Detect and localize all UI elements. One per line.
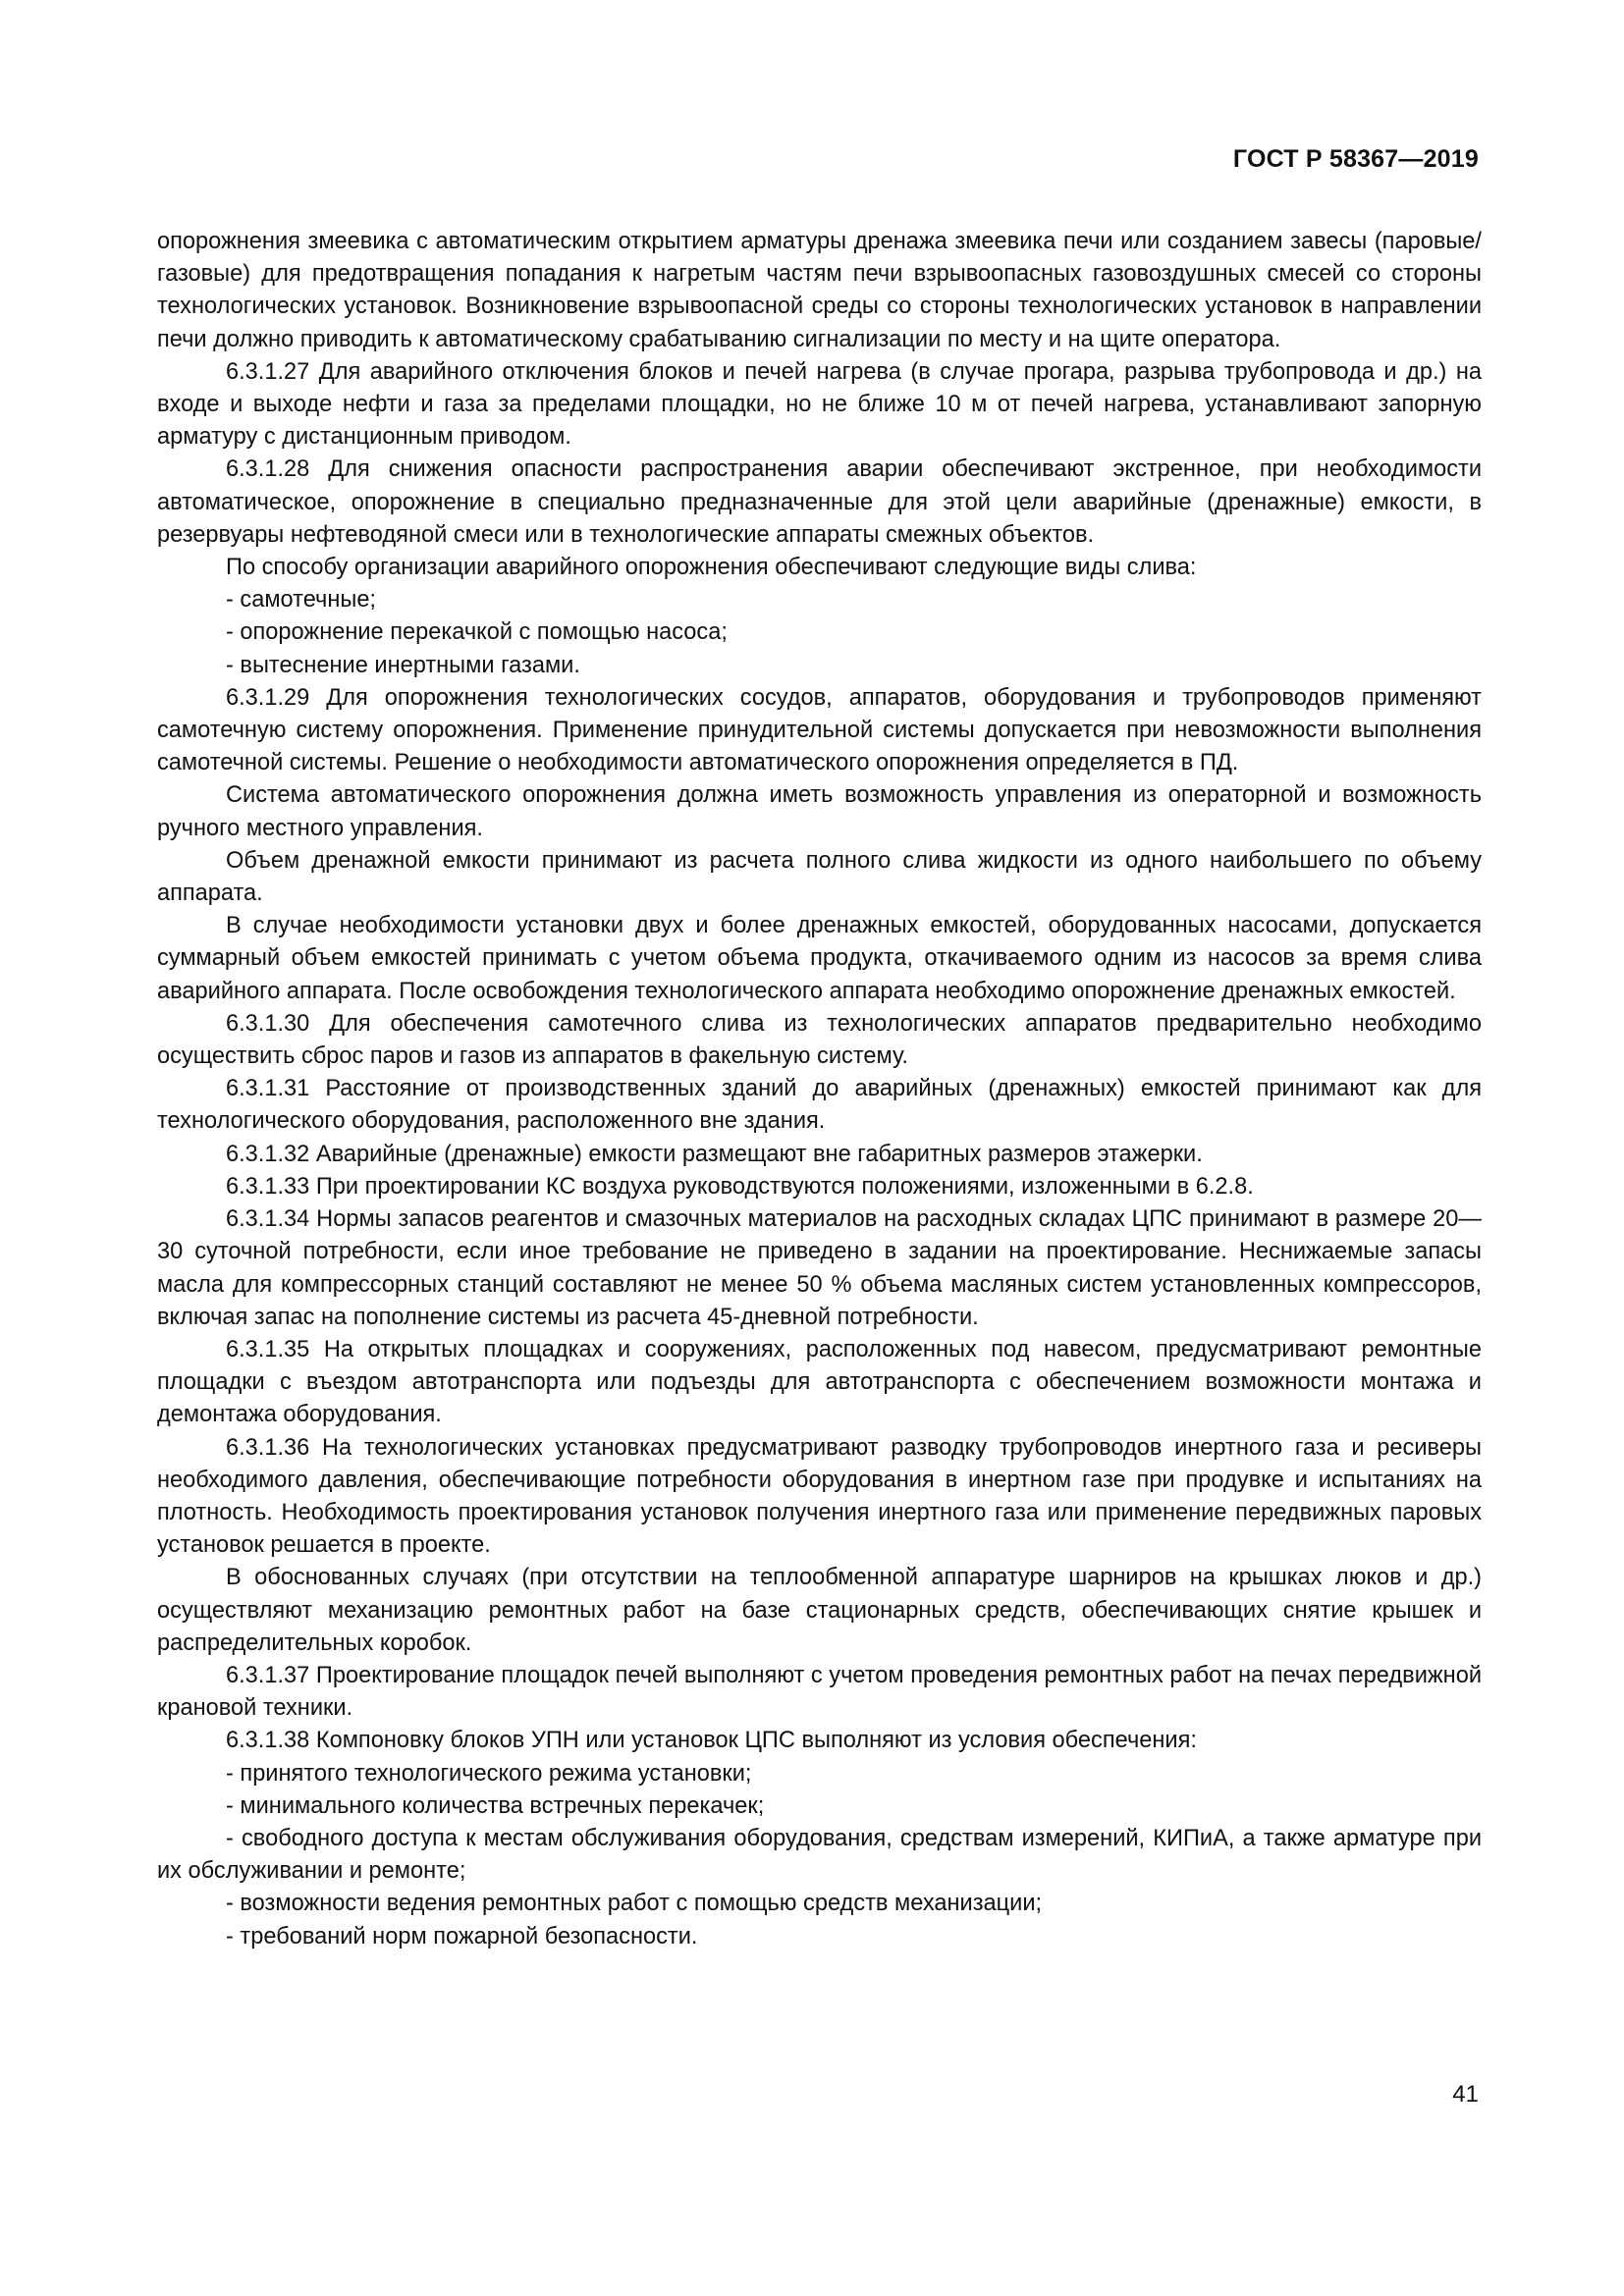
list-item: - требований норм пожарной безопасности. xyxy=(226,1923,698,1949)
paragraph: 6.3.1.32 Аварийные (дренажные) емкости размещают вне габаритных размеров этажерки. xyxy=(226,1141,1203,1167)
list-item: - опорожнение перекачкой с помощью насоса; xyxy=(226,619,728,646)
list-item: - возможности ведения ремонтных работ с помощью средств механизации; xyxy=(226,1891,1043,1917)
list-item: - вытеснение инертными газами. xyxy=(226,652,580,678)
paragraph: 6.3.1.27 Для аварийного отключения блоков и печей нагрева (в случае прогара, разрыва трубопровода и др.) на входе и выходе нефти и газа за пределами площадки, но не ближе 10 м от печей нагрева, устанавливают запорную арматуру с дистанционным приводом. xyxy=(157,358,1482,451)
list-item: - свободного доступа к местам обслуживания оборудования, средствам измерений, КИПиА, а также арматуре при их обслуживании и ремонте; xyxy=(157,1825,1482,1885)
paragraph: 6.3.1.29 Для опорожнения технологических сосудов, аппаратов, оборудования и трубопроводов применяют самотечную систему опорожнения. Применение принудительной системы допускается при невозможности выполнения самотечной системы. Решение о необходимости автоматического опорожнения определяется в ПД. xyxy=(157,684,1482,776)
paragraph: 6.3.1.30 Для обеспечения самотечного слива из технологических аппаратов предварительно необходимо осуществить сброс паров и газов из аппаратов в факельную систему. xyxy=(157,1010,1482,1070)
paragraph: В обоснованных случаях (при отсутствии на теплообменной аппаратуре шарниров на крышках люков и др.) осуществляют механизацию ремонтных работ на базе стационарных средств, обеспечивающих снятие крышек и распределительных коробок. xyxy=(157,1565,1482,1656)
paragraph: 6.3.1.28 Для снижения опасности распространения аварии обеспечивают экстренное, при необходимости автоматическое, опорожнение в специально предназначенные для этой цели аварийные (дренажные) емкости, в резервуары нефтеводяной смеси или в технологические аппараты смежных объектов. xyxy=(157,456,1482,548)
paragraph: 6.3.1.33 При проектировании КС воздуха руководствуются положениями, изложенными в 6.2.8. xyxy=(226,1173,1254,1200)
paragraph: 6.3.1.38 Компоновку блоков УПН или установок ЦПС выполняют из условия обеспечения: xyxy=(226,1728,1197,1754)
document-body xyxy=(157,226,1482,1953)
paragraph: опорожнения змеевика с автоматическим открытием арматуры дренажа змеевика печи или созданием завесы (паровые/газовые) для предотвращения попадания к нагретым частям печи взрывоопасных газовоздушных смесей со стороны технологических установок. Возникновение взрывоопасной среды со стороны технологических установок в направлении печи должно приводить к автоматическому срабатыванию сигнализации по месту и на щите оператора. xyxy=(157,229,1482,352)
paragraph: В случае необходимости установки двух и более дренажных емкостей, оборудованных насосами, допускается суммарный объем емкостей принимать с учетом объема продукта, откачиваемого одним из насосов за время слива аварийного аппарата. После освобождения технологического аппарата необходимо опорожнение дренажных емкостей. xyxy=(157,913,1482,1004)
paragraph: 6.3.1.36 На технологических установках предусматривают разводку трубопроводов инертного газа и ресиверы необходимого давления, обеспечивающие потребности оборудования в инертном газе при продувке и испытаниях на плотность. Необходимость проектирования установок получения инертного газа или применение передвижных паровых установок решается в проекте. xyxy=(157,1434,1482,1559)
paragraph: Система автоматического опорожнения должна иметь возможность управления из операторной и возможность ручного местного управления. xyxy=(157,782,1482,841)
paragraph: 6.3.1.37 Проектирование площадок печей выполняют с учетом проведения ремонтных работ на печах передвижной крановой техники. xyxy=(157,1662,1482,1722)
page-number: 41 xyxy=(1452,2081,1479,2108)
document-number: ГОСТ Р 58367—2019 xyxy=(1232,145,1479,173)
list-item: - минимального количества встречных перекачек; xyxy=(226,1792,765,1819)
paragraph: Объем дренажной емкости принимают из расчета полного слива жидкости из одного наибольшего по объему аппарата. xyxy=(157,847,1482,907)
paragraph: 6.3.1.35 На открытых площадках и сооружениях, расположенных под навесом, предусматривают ремонтные площадки с въездом автотранспорта или подъезды для автотранспорта с обеспечением возможности монтажа и демонтажа оборудования. xyxy=(157,1336,1482,1428)
list-item: - самотечные; xyxy=(226,587,376,614)
list-item: - принятого технологического режима установки; xyxy=(226,1760,752,1787)
paragraph: По способу организации аварийного опорожнения обеспечивают следующие виды слива: xyxy=(226,555,1197,581)
paragraph: 6.3.1.31 Расстояние от производственных зданий до аварийных (дренажных) емкостей принимают как для технологического оборудования, расположенного вне здания. xyxy=(157,1076,1482,1135)
paragraph: 6.3.1.34 Нормы запасов реагентов и смазочных материалов на расходных складах ЦПС принимают в размере 20—30 суточной потребности, если иное требование не приведено в задании на проектирование. Неснижаемые запасы масла для компрессорных станций составляют не менее 50 % объема масляных систем установленных компрессоров, включая запас на пополнение системы из расчета 45-дневной потребности. xyxy=(157,1206,1482,1330)
